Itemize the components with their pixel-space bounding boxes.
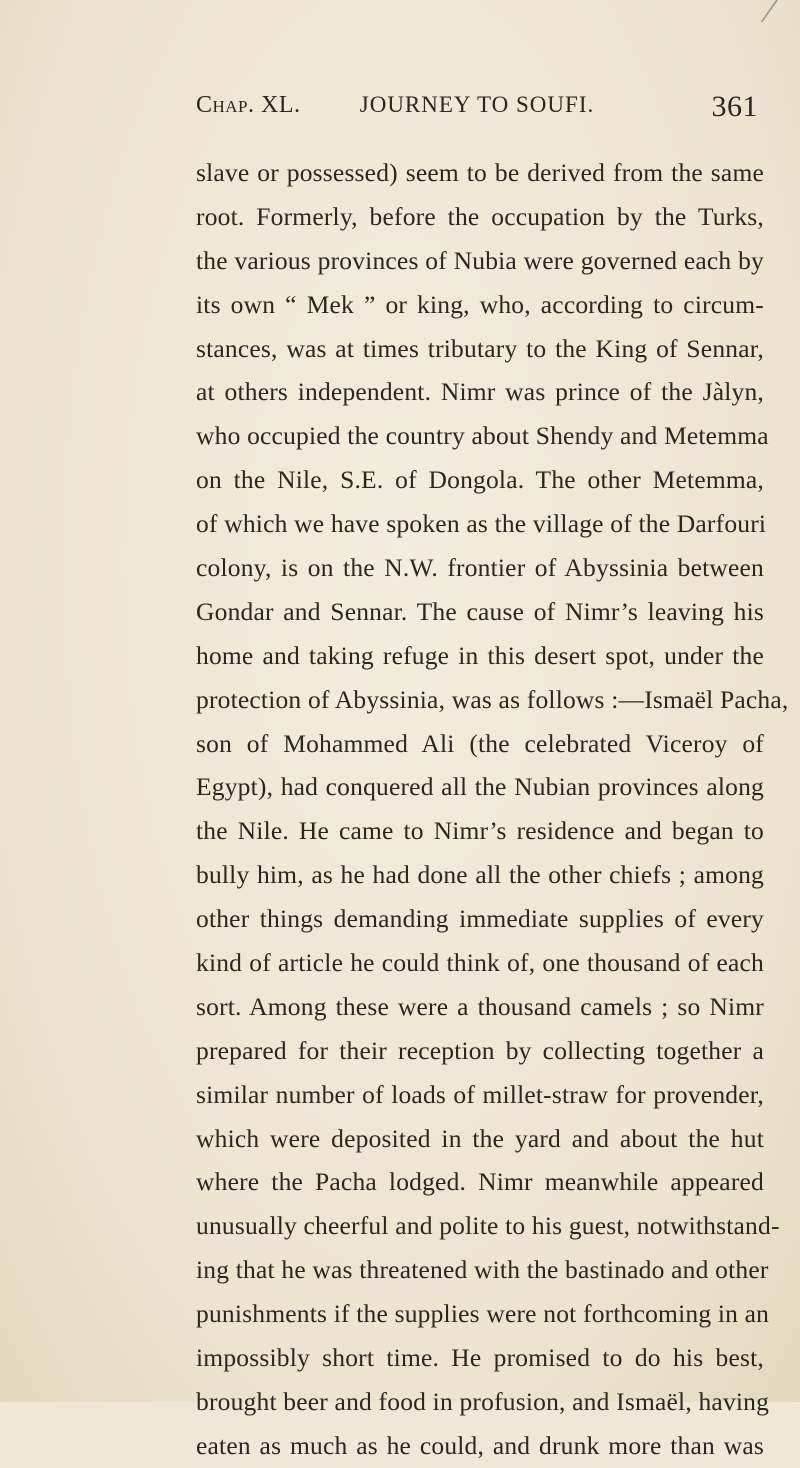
text-line: protection of Abyssinia, was as follows :—Ismaël Pacha, [196, 684, 789, 714]
text-line: root. Formerly, before the occupation by the Turks, [196, 201, 764, 231]
text-line: the Nile. He came to Nimr’s residence and began to [196, 816, 764, 846]
text-line: Egypt), had conquered all the Nubian provinces along [196, 772, 764, 802]
text-line: who occupied the country about Shendy and Metemma [196, 421, 769, 451]
text-line: on the Nile, S.E. of Dongola. The other Metemma, [196, 465, 764, 495]
text-line: punishments if the supplies were not forthcoming in an [196, 1299, 770, 1329]
text-line: stances, was at times tributary to the King of Sennar, [196, 333, 764, 363]
page-number: 361 [711, 90, 758, 123]
text-line: eaten as much as he could, and drunk more than was [196, 1430, 764, 1460]
body-text [196, 151, 789, 1468]
text-line: other things demanding immediate supplies of every [196, 904, 764, 934]
text-line: son of Mohammed Ali (the celebrated Viceroy of [196, 728, 764, 758]
text-line: unusually cheerful and polite to his guest, notwithstand- [196, 1211, 780, 1241]
text-line: brought beer and food in profusion, and Ismaël, having [196, 1386, 770, 1416]
running-header [196, 92, 758, 132]
text-line: which were deposited in the yard and about the hut [196, 1123, 764, 1153]
text-line: slave or possessed) seem to be derived from the same [196, 158, 764, 187]
text-line: colony, is on the N.W. frontier of Abyssinia between [196, 553, 764, 583]
running-title: JOURNEY TO SOUFI. [359, 92, 595, 117]
text-line: the various provinces of Nubia were governed each by [196, 245, 764, 275]
chapter-label: Chap. XL. [196, 92, 301, 118]
text-line: home and taking refuge in this desert spot, under the [196, 640, 764, 670]
text-line: at others independent. Nimr was prince of the Jàlyn, [196, 377, 764, 407]
text-line: kind of article he could think of, one thousand of each [196, 948, 764, 978]
page-corner-mark [761, 0, 800, 22]
text-line: bully him, as he had done all the other chiefs ; among [196, 860, 764, 890]
text-line: sort. Among these were a thousand camels ; so Nimr [196, 991, 764, 1021]
text-line: impossibly short time. He promised to do his best, [196, 1343, 764, 1373]
text-line: of which we have spoken as the village of the Darfouri [196, 509, 767, 539]
text-line: ing that he was threatened with the bastinado and other [196, 1255, 769, 1285]
text-line: its own “ Mek ” or king, who, according to circum- [196, 289, 764, 319]
text-line: similar number of loads of millet-straw for provender, [196, 1079, 764, 1109]
text-line: where the Pacha lodged. Nimr meanwhile appeared [196, 1167, 764, 1197]
text-line: Gondar and Sennar. The cause of Nimr’s leaving his [196, 596, 764, 626]
text-line: prepared for their reception by collecting together a [196, 1035, 764, 1065]
